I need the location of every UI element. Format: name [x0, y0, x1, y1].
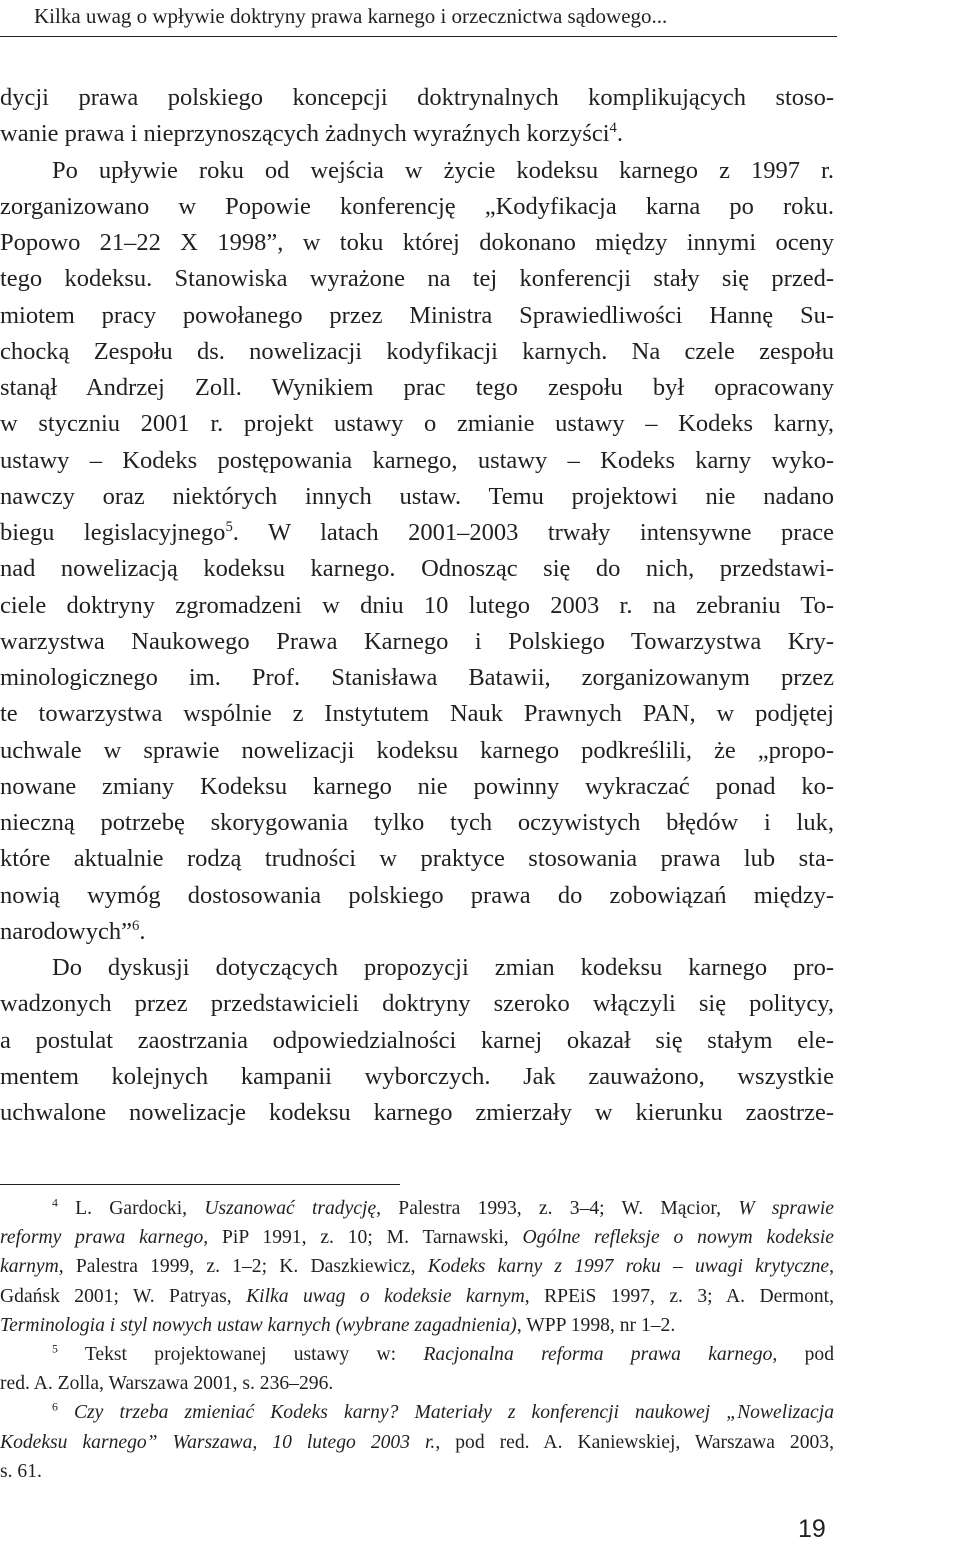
- footnote-text: s. 61.: [0, 1460, 42, 1482]
- body-line: [0, 189, 834, 225]
- body-line-text: stanął Andrzej Zoll. Wynikiem prac tego zespołu był opracowany: [0, 374, 834, 401]
- page-number: 19: [798, 1515, 826, 1543]
- body-line-text: warzystwa Naukowego Prawa Karnego i Polskiego Towarzystwa Kry-: [0, 627, 834, 655]
- footnote-number: 6: [52, 1400, 58, 1414]
- footnote-line: [0, 1282, 834, 1311]
- footnote-line: [0, 1398, 834, 1427]
- body-line: [0, 914, 834, 950]
- body-line: [0, 624, 834, 660]
- body-line: [0, 1023, 834, 1059]
- body-line-text: Po upływie roku od wejścia w życie kodeksu karnego z 1997 r.: [52, 156, 834, 184]
- body-line-text: uchwale w sprawie nowelizacji kodeksu karnego podkreślili, że „propo-: [0, 736, 834, 764]
- footnote-text: Terminologia i styl nowych ustaw karnych (wybrane zagadnienia): [0, 1314, 517, 1336]
- body-line-text: ustawy – Kodeks postępowania karnego, ustawy – Kodeks karny wyko-: [0, 446, 834, 474]
- body-line: [0, 298, 834, 334]
- body-line-text: wanie prawa i nieprzynoszących żadnych wyraźnych korzyści: [0, 120, 610, 148]
- footnote-text: L. Gardocki,: [57, 1198, 205, 1219]
- footnote-text: , WPP 1998, nr 1–2.: [516, 1314, 676, 1336]
- footnote-text: Uszanować tradycję: [204, 1198, 377, 1219]
- body-line-text: nowią wymóg dostosowania polskiego prawa do zobowiązań między-: [0, 881, 834, 909]
- body-line-text: nieczną potrzebę skorygowania tylko tych oczywistych błędów i luk,: [0, 809, 834, 836]
- body-line-text: .: [616, 120, 623, 148]
- footnote-text: , Palestra 1999, z. 1–2; K. Daszkiewicz,: [58, 1256, 428, 1278]
- body-line: [0, 696, 834, 732]
- body-line-text: chocką Zespołu ds. nowelizacji kodyfikacji karnych. Na czele zespołu: [0, 337, 834, 365]
- header-rule: [0, 36, 837, 37]
- body-line: [0, 479, 834, 515]
- footnote-text: Kodeks karny z 1997 roku – uwagi krytyczne: [427, 1256, 830, 1278]
- body-line-text: a postulat zaostrzania odpowiedzialności karnej okazał się stałym ele-: [0, 1026, 834, 1054]
- footnote-ref: 4: [609, 120, 617, 137]
- body-line-text: nad nowelizacją kodeksu karnego. Odnosząc się do nich, przedstawi-: [0, 555, 834, 583]
- footnote-number: 5: [52, 1342, 58, 1356]
- body-line: [0, 660, 834, 696]
- footnote-line: [0, 1428, 834, 1457]
- footnote-number: 4: [52, 1196, 58, 1210]
- footnote-text: Racjonalna reforma prawa karnego: [423, 1343, 773, 1365]
- body-line-text: Popowo 21–22 X 1998”, w toku której dokonano między innymi oceny: [0, 229, 834, 256]
- footnote-text: ,: [829, 1256, 834, 1278]
- body-text: [0, 80, 834, 1131]
- footnote-text: Ogólne refleksje o nowym kodeksie: [522, 1227, 834, 1249]
- footnote-text: , pod: [772, 1343, 834, 1365]
- body-line-text: wadzonych przez przedstawicieli doktryny szeroko włączyli się politycy,: [0, 990, 834, 1018]
- footnote-ref: 5: [225, 518, 233, 535]
- body-line: [0, 334, 834, 370]
- body-line-text: które aktualnie rodzą trudności w praktyce stosowania prawa lub sta-: [0, 845, 834, 873]
- footnote-text: Gdańsk 2001; W. Patryas,: [0, 1285, 247, 1307]
- footnote-text: [58, 1402, 74, 1423]
- body-line: [0, 261, 834, 297]
- footnote-text: Czy trzeba zmieniać Kodeks karny? Materiały z konferencji naukowej „Nowelizacja: [73, 1402, 834, 1424]
- footnote-text: Kodeksu karnego” Warszawa, 10 lutego 2003 r.: [0, 1431, 436, 1453]
- body-line-text: te towarzystwa wspólnie z Instytutem Nauk Prawnych PAN, w podjętej: [0, 700, 834, 728]
- body-line-text: biegu legislacyjnego: [0, 519, 226, 546]
- footnote-text: reformy prawa karnego: [0, 1227, 204, 1249]
- body-line: [0, 878, 834, 914]
- body-line: [0, 116, 834, 152]
- footnote-line: [0, 1223, 834, 1252]
- footnote-text: W sprawie: [738, 1198, 834, 1219]
- body-line: [0, 841, 834, 877]
- footnote-line: [0, 1369, 834, 1398]
- body-line: [0, 769, 834, 805]
- body-line-text: uchwalone nowelizacje kodeksu karnego zmierzały w kierunku zaostrze-: [0, 1099, 834, 1126]
- body-line-text: ciele doktryny zgromadzeni w dniu 10 lutego 2003 r. na zebraniu To-: [0, 591, 834, 619]
- footnote-text: Kilka uwag o kodeksie karnym: [246, 1285, 525, 1307]
- footnote-text: , RPEiS 1997, z. 3; A. Dermont,: [524, 1285, 834, 1307]
- body-line-text: mentem kolejnych kampanii wyborczych. Jak zauważono, wszystkie: [0, 1062, 834, 1090]
- body-line: [0, 370, 834, 406]
- footnote-text: karnym: [0, 1256, 59, 1278]
- body-line: [0, 153, 834, 189]
- body-line: [0, 588, 834, 624]
- footnote-line: [0, 1340, 834, 1369]
- footnote-line: [0, 1457, 834, 1486]
- body-line-text: miotem pracy powołanego przez Ministra Sprawiedliwości Hannę Su-: [0, 301, 834, 329]
- footnote-separator: [0, 1184, 400, 1185]
- body-line-text: . W latach 2001–2003 trwały intensywne prace: [232, 519, 834, 546]
- body-line: [0, 443, 834, 479]
- body-line: [0, 950, 834, 986]
- body-line-text: minologicznego im. Prof. Stanisława Batawii, zorganizowanym przez: [0, 664, 834, 691]
- body-line: [0, 1095, 834, 1131]
- footnote-text: , Palestra 1993, z. 3–4; W. Mącior,: [376, 1198, 739, 1219]
- body-line-text: tego kodeksu. Stanowiska wyrażone na tej konferencji stały się przed-: [0, 265, 834, 293]
- footnote-ref: 6: [131, 917, 140, 934]
- footnote-text: , pod red. A. Kaniewskiej, Warszawa 2003,: [435, 1431, 834, 1453]
- body-line-text: dycji prawa polskiego koncepcji doktrynalnych komplikujących stoso-: [0, 84, 834, 111]
- body-line: [0, 515, 834, 551]
- body-line-text: narodowych”: [0, 917, 132, 945]
- body-line: [0, 551, 834, 587]
- body-line: [0, 225, 834, 261]
- body-line-text: w styczniu 2001 r. projekt ustawy o zmianie ustawy – Kodeks karny,: [0, 410, 834, 438]
- footnote-text: Tekst projektowanej ustawy w:: [57, 1343, 424, 1365]
- body-line-text: Do dyskusji dotyczących propozycji zmian kodeksu karnego pro-: [52, 954, 834, 981]
- footnote-line: [0, 1194, 834, 1223]
- body-line-text: .: [139, 917, 146, 945]
- footnote-text: red. A. Zolla, Warszawa 2001, s. 236–296.: [0, 1373, 334, 1395]
- body-line: [0, 733, 834, 769]
- body-line-text: nawczy oraz niektórych innych ustaw. Temu projektowi nie nadano: [0, 482, 834, 510]
- footnote-line: [0, 1252, 834, 1281]
- body-line: [0, 1059, 834, 1095]
- body-line: [0, 986, 834, 1022]
- body-line: [0, 80, 834, 116]
- footnotes: [0, 1194, 834, 1486]
- body-line: [0, 406, 834, 442]
- body-line-text: zorganizowano w Popowie konferencję „Kodyfikacja karna po roku.: [0, 192, 834, 220]
- running-header: Kilka uwag o wpływie doktryny prawa karnego i orzecznictwa sądowego...: [34, 4, 668, 28]
- footnote-text: , PiP 1991, z. 10; M. Tarnawski,: [203, 1227, 523, 1249]
- body-line: [0, 805, 834, 841]
- footnote-line: [0, 1311, 834, 1340]
- body-line-text: nowane zmiany Kodeksu karnego nie powinny wykraczać ponad ko-: [0, 772, 834, 800]
